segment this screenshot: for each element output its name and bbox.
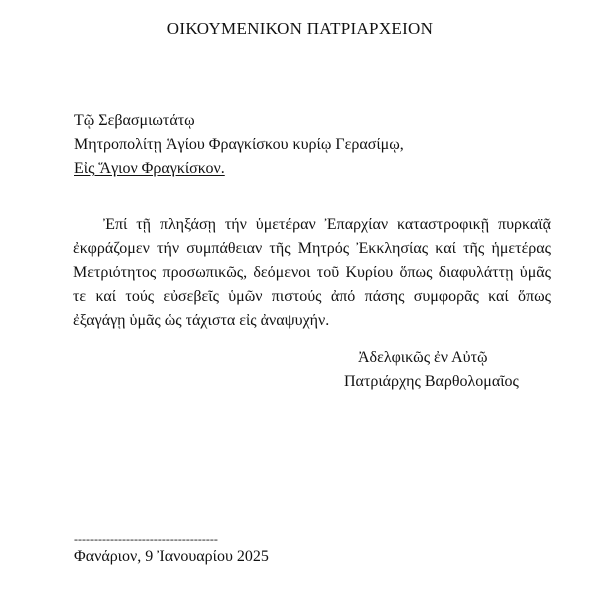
closing-block (344, 346, 564, 394)
place-and-date: Φανάριον, 9 Ἰανουαρίου 2025 (74, 548, 269, 565)
footer-rule: ------------------------------------ (74, 533, 218, 545)
letter-body-paragraph: Ἐπί τῇ πληξάσῃ τήν ὑμετέραν Ἐπαρχίαν καταστροφικῇ πυρκαϊᾷ ἐκφράζομεν τήν συμπάθειαν τῆς Μητρός Ἐκκλησίας καί τῆς ἡμετέρας Μετριότητος προσωπικῶς, δεόμενοι τοῦ Κυρίου ὅπως διαφυλάττῃ ὑμᾶς τε καί τούς εὐσεβεῖς ὑμῶν πιστούς ἀπό πάσης συμφορᾶς καί ὅπως ἐξαγάγῃ ὑμᾶς ὡς τάχιστα εἰς ἀναψυχήν. (73, 216, 551, 329)
recipient-address (74, 109, 404, 181)
letterhead-title: ΟΙΚΟΥΜΕΝΙΚΟΝ ΠΑΤΡΙΑΡΧΕΙΟΝ (166, 19, 434, 38)
address-destination: Εἰς Ἅγιον Φραγκίσκον. (74, 160, 225, 177)
closing-signature: Πατριάρχης Βαρθολομαῖος (344, 373, 519, 390)
address-salutation: Τῷ Σεβασμιωτάτῳ (74, 112, 195, 129)
address-recipient: Μητροπολίτῃ Ἁγίου Φραγκίσκου κυρίῳ Γερασίμῳ, (74, 136, 404, 153)
closing-greeting: Ἀδελφικῶς ἐν Αὐτῷ (358, 349, 488, 366)
